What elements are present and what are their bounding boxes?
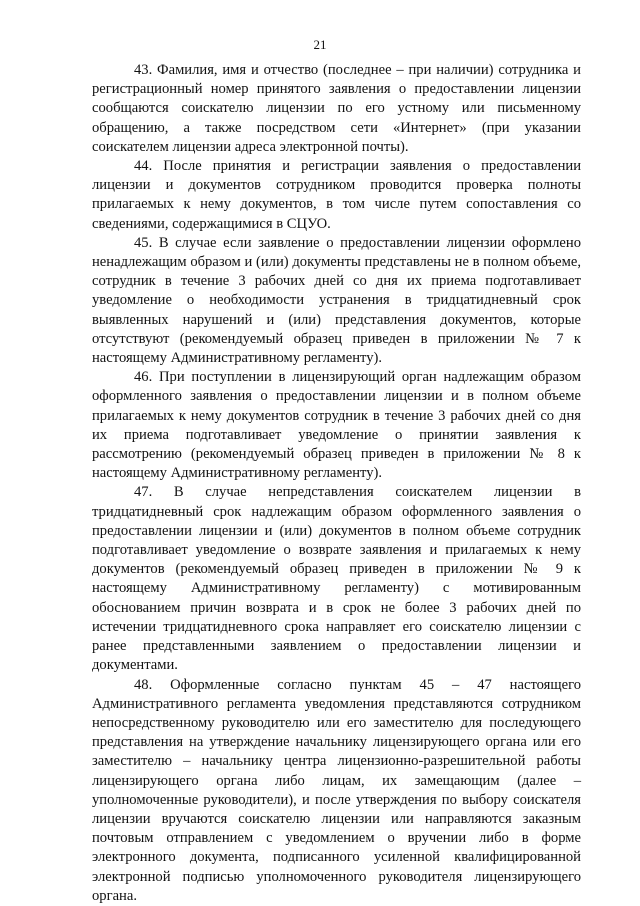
page-number: 21 (313, 37, 327, 52)
paragraph-44: 44. После принятия и регистрации заявления о предоставлении лицензии и документов сотрудником проводится проверка полноты прилагаемых к нему документов, в том числе путем сопоставления со сведениями, содержащимися в СЦУО. (92, 158, 581, 232)
paragraph-46: 46. При поступлении в лицензирующий орган надлежащим образом оформленного заявления о предоставлении лицензии и в полном объеме прилагаемых к нему документов сотрудник в течение 3 рабочих дней со дня их приема подготавливает уведомление о принятии заявления к рассмотрению (рекомендуемый образец приведен в приложении № 8 к настоящему Административному регламенту). (92, 369, 581, 482)
paragraph-47: 47. В случае непредставления соискателем лицензии в тридцатидневный срок надлежащим образом оформленного заявления о предоставлении лицензии и (или) документов в полном объеме сотрудник подготавливает уведомление о возврате заявления и прилагаемых к нему документов (рекомендуемый образец приведен в приложении № 9 к настоящему Административному регламенту) с мотивированным обоснованием причин возврата и в срок не более 3 рабочих дней по истечении тридцатидневного срока направляет его соискателю лицензии с ранее представленными заявлением о предоставлении лицензии и документами. (92, 484, 581, 674)
paragraph-48: 48. Оформленные согласно пунктам 45 – 47 настоящего Административного регламента уведомления представляются сотрудником непосредственному руководителю или его заместителю для последующего представления на утверждение начальнику лицензирующего органа или его заместителю – начальнику центра лицензионно-разрешительной работы лицензирующего органа либо лицам, их замещающим (далее – уполномоченные руководители), и после утверждения по выбору соискателя лицензии вручаются соискателю лицензии или направляются заказным почтовым отправлением с уведомлением о вручении либо в форме электронного документа, подписанного усиленной квалифицированной электронной подписью уполномоченного руководителя лицензирующего органа. (92, 676, 581, 904)
paragraph-43: 43. Фамилия, имя и отчество (последнее – при наличии) сотрудника и регистрационный номер принятого заявления о предоставлении лицензии сообщаются соискателю лицензии по его устному или письменному обращению, а также посредством сети «Интернет» (при указании соискателем лицензии адреса электронной почты). (92, 62, 581, 155)
paragraph-45: 45. В случае если заявление о предоставлении лицензии оформлено ненадлежащим образом и (или) документы представлены не в полном объеме, сотрудник в течение 3 рабочих дней со дня их приема подготавливает уведомление о необходимости устранения в тридцатидневный срок выявленных нарушений и (или) представления документов, которые отсутствуют (рекомендуемый образец приведен в приложении № 7 к настоящему Административному регламенту). (92, 234, 581, 367)
document-body (92, 61, 581, 906)
